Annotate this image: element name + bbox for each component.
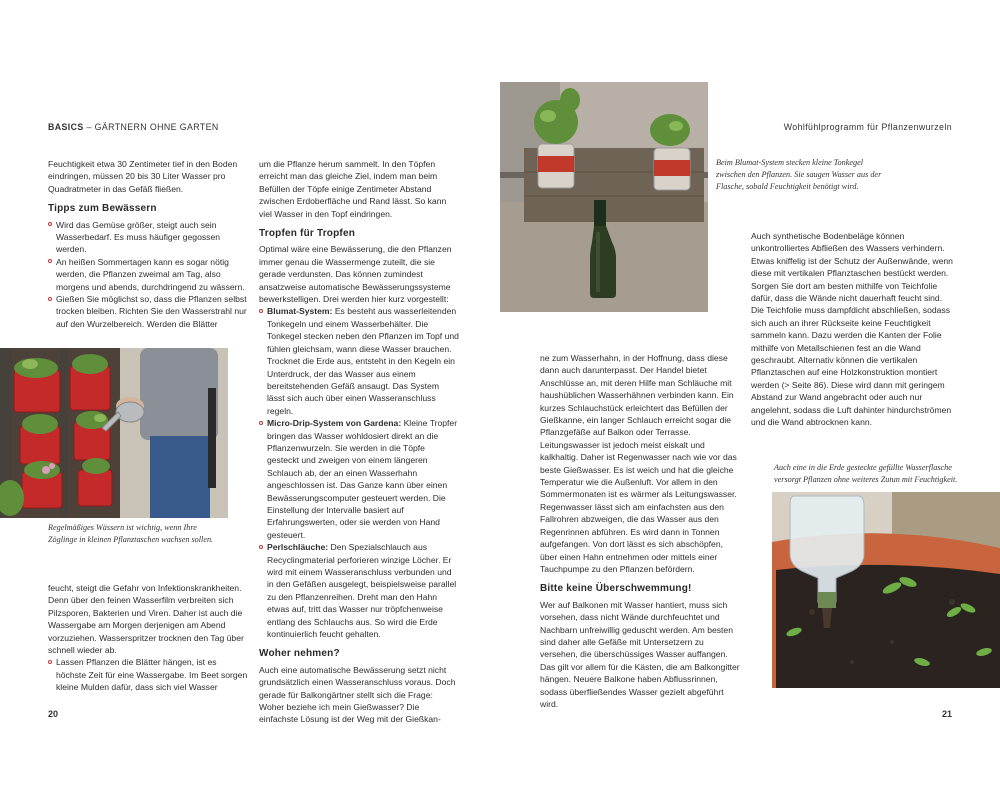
running-head-right: Wohlfühlprogramm für Pflanzenwurzeln <box>783 122 952 132</box>
paragraph: um die Pflanze herum sammelt. In den Töpfen erreicht man das gleiche Ziel, indem man beim Befüllen der Töpfe einige Zentimeter Abstand zwischen Erdoberfläche und Rand lässt. So kann viel Wasser in den Topf eindringen. <box>259 159 447 219</box>
list-item: Micro-Drip-System von Gardena: Kleine Tropfer bringen das Wasser wohldosiert direkt an die Pflanzenwurzeln. Sie werden in die Töpfe gesteckt und zweigen von einem längeren Schlauch ab, der an einen Wasserhahn angeschlossen ist. Das Ganze kann über einen Bewässerungscomputer gesteuert werden. Die Einstellung der Intervalle basiert auf Erfahrungswerten, oder sie werden von Hand gesteuert. <box>259 417 459 541</box>
page-number-right: 21 <box>941 709 952 719</box>
photo-caption-bottom-right: Auch eine in die Erde gesteckte gefüllte Wasserflasche versorgt Pflanzen ohne weiteres Zutun mit Feuchtigkeit. <box>774 463 958 484</box>
tips-heading: Tipps zum Bewässern <box>48 203 157 215</box>
paragraph: Feuchtigkeit etwa 30 Zentimeter tief in den Boden eindringen, müssen 20 bis 30 Liter Wasser pro Quadratmeter in das Gefäß fließen. <box>48 159 238 194</box>
left-column-1-upper <box>48 158 248 330</box>
paragraph: feucht, steigt die Gefahr von Infektionskrankheiten. Denn über den feinen Wasserfilm verbreiten sich Pilzsporen, Bakterien und Viren. Daher ist auch die Wassergabe am Morgen derjenigen am Abend vorzuziehen. Wasserspritzer trocknen den Tag über schnell wieder ab. <box>48 583 244 656</box>
photo-caption-left: Regelmäßiges Wässern ist wichtig, wenn Ihre Zöglinge in kleinen Pflanztaschen wachsen sollen. <box>48 523 214 544</box>
drip-heading: Tropfen für Tropfen <box>259 228 356 240</box>
paragraph: Auch synthetische Bodenbeläge können unkontrolliertes Abfließen des Wassers verhindern. Etwas kniffelig ist der Schutz der Außenwände, wenn diese mit vertikalen Pflanztaschen bestückt werden. Sorgen Sie dort am besten mithilfe von Teichfolie dafür, dass die Wände nicht dauerhaft feucht sind. Die Teichfolie muss dampfdicht abschließen, sodass sich auch an ihrer Rückseite keine Feuchtigkeit sammeln kann. Dazu werden die Kanten der Folie mithilfe von Metallschienen fest an die Wand geschraubt. Alternativ können die vertikalen Pflanztaschen auf eine Holzkonstruktion montiert werden (> Seite 86). Diese wird dann mit geringem Abstand zur Wand angebracht oder auch nur angelehnt, sodass die Luft dahinter hindurchströmen und die Wand abtrocknen kann. <box>751 231 953 428</box>
list-item: Lassen Pflanzen die Blätter hängen, ist es höchste Zeit für eine Wassergabe. Im Beet sorgen kleine Mulden dafür, dass sich viel Wasser <box>48 656 248 693</box>
left-column-1-lower <box>48 582 248 694</box>
list-item: Blumat-System: Es besteht aus wasserleitenden Tonkegeln und einem Wasserbehälter. Die Tonkegel stecken neben den Pflanzen im Topf und fühlen gleichsam, wann diese Wasser brauchen. Trocknet die Erde aus, entsteht in den Kegeln ein Unterdruck, der das Wasser aus einem bereitstehenden Gefäß ansaugt. Das System lässt sich auch über einen Wasseranschluss regeln. <box>259 305 459 417</box>
photo-bottle-in-pot <box>772 492 1000 688</box>
paragraph: Wer auf Balkonen mit Wasser hantiert, muss sich vorsehen, dass nicht Wände durchfeuchtet und Nachbarn unfreiwillig geduscht werden. Am besten sind daher alle Gefäße mit Untersetzern zu versehen, die überschüssiges Wasser auffangen. Das gilt vor allem für die Kästen, die am Balkongitter hängen. Neuere Balkone haben Abflussrinnen, sodass überfließendes Wasser gezielt abgeführt wird. <box>540 599 740 709</box>
paragraph: Auch eine automatische Bewässerung setzt nicht grundsätzlich einen Wasseranschluss voraus. Doch gerade für Balkongärtner stellt sich die Frage: Woher beziehe ich mein Gießwasser? Die einfachste Lösung ist der Weg mit der Gießkan- <box>259 664 456 725</box>
paragraph: Optimal wäre eine Bewässerung, die den Pflanzen immer genau die Wassermenge zuteilt, die sie gerade verdunsten. Das können zumindest ansatzweise automatische Bewässerungssysteme bewerkstelligen. Drei werden hier kurz vorgestellt: <box>259 244 452 305</box>
photo-vertical-pocket-garden <box>0 348 228 518</box>
list-item: An heißen Sommertagen kann es sogar nötig werden, die Pflanzen zweimal am Tag, also morgens und abends, durchdringend zu wässern. <box>48 256 248 293</box>
running-head-left: BASICS – GÄRTNERN OHNE GARTEN <box>48 122 219 132</box>
right-column-1 <box>540 352 742 710</box>
list-item: Gießen Sie möglichst so, dass die Pflanzen selbst trocken bleiben. Richten Sie den Wasserstrahl nur auf den Wurzelbereich. Werden die Blätter <box>48 293 248 330</box>
source-heading: Woher nehmen? <box>259 648 340 660</box>
list-item: Wird das Gemüse größer, steigt auch sein Wasserbedarf. Es muss häufiger gegossen werden. <box>48 219 248 256</box>
right-column-2 <box>751 230 953 429</box>
page-number-left: 20 <box>48 709 59 719</box>
photo-caption-top-right: Beim Blumat-System stecken kleine Tonkegel zwischen den Pflanzen. Sie saugen Wasser aus der Flasche, sobald Feuchtigkeit benötigt wird. <box>716 158 882 191</box>
left-column-2 <box>259 158 459 726</box>
list-item: Perlschläuche: Den Spezialschlauch aus Recyclingmaterial perforieren winzige Löcher. Er wird mit einem Wasseranschluss verbunden und in den Gefäßen ausgelegt, beispielsweise parallel zu den Pflanzenreihen. Dreht man den Hahn etwas auf, tritt das Wasser nur tröpfchenweise entlang des Schlauchs aus. So wird die Erde kontinuierlich feucht gehalten. <box>259 541 459 640</box>
paragraph: ne zum Wasserhahn, in der Hoffnung, dass diese dann auch darunterpasst. Der Handel bietet Anschlüsse an, mit deren Hilfe man Schläuche mit haushüblichen Wasserhähnen verbinden kann. Ein kurzes Schlauchstück erleichtert das Befüllen der Gießkanne, ein langer Schlauch erreicht sogar die Pflanzgefäße auf Balkon oder Terrasse. Leitungswasser ist jedoch meist eiskalt und kalkhaltig. Daher ist Regenwasser nach wie vor das beste Gießwasser. Es ist weich und hat die gleiche Temperatur wie die Außenluft. Vor allem in den Sommermonaten ist es wärmer als Leitungswasser. Regenwasser lässt sich am einfachsten aus den Fallrohren abzweigen, die das Wasser aus den Regenrinnen abführen. Es wird dann in Tonnen aufgefangen. Von dort lässt es sich abschöpfen, über einen Hahn entnehmen oder mittels einer Tauchpumpe zu den Pflanzen befördern. <box>540 353 737 574</box>
photo-blumat-system <box>500 82 708 312</box>
flood-heading: Bitte keine Überschwemmung! <box>540 583 692 595</box>
